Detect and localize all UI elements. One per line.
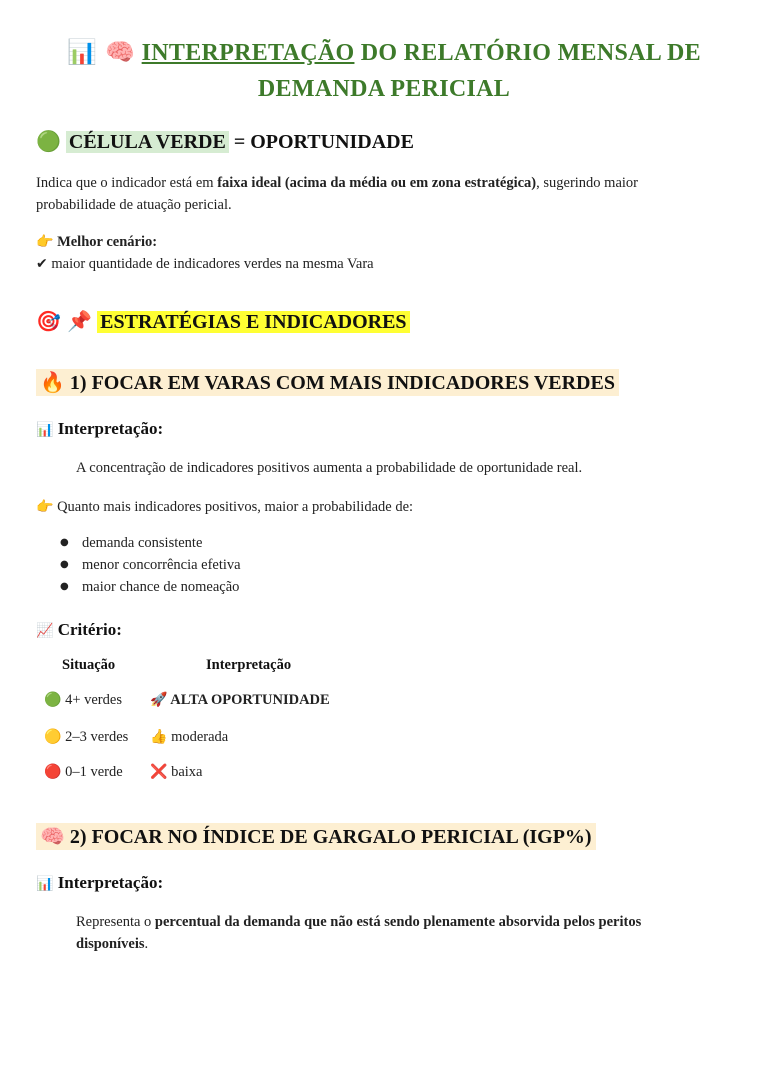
- table-row: [44, 727, 128, 747]
- strategies-label: ESTRATÉGIAS E INDICADORES: [97, 311, 409, 333]
- interpretation-label: Interpretação:: [57, 873, 164, 892]
- text-suffix: .: [144, 936, 149, 952]
- green-circle-icon: 🟢: [36, 129, 61, 153]
- thumbs-up-icon: 👍: [150, 729, 168, 745]
- green-cell-description: [36, 172, 716, 216]
- section2-heading-text: 2) FOCAR NO ÍNDICE DE GARGALO PERICIAL (IGP%): [69, 826, 592, 848]
- text-prefix: Representa o: [76, 914, 155, 930]
- fire-icon: 🔥: [40, 370, 65, 394]
- list-item: ● maior chance de nomeação: [60, 576, 241, 598]
- table-row-interpretation: [150, 762, 202, 782]
- criteria-heading: [36, 619, 122, 642]
- interpretation-label: Interpretação:: [57, 419, 164, 438]
- title-line2: DEMANDA PERICIAL: [257, 76, 511, 102]
- table-row: [44, 690, 122, 710]
- interpretation-cell: moderada: [171, 729, 229, 745]
- green-cell-rest: = OPORTUNIDADE: [228, 131, 414, 153]
- best-scenario-text: Melhor cenário:: [57, 234, 158, 250]
- table-header-interpretation: Interpretação: [206, 657, 292, 673]
- section1-heading-text: 1) FOCAR EM VARAS COM MAIS INDICADORES VERDES: [69, 372, 615, 394]
- green-cell-heading: [36, 128, 414, 155]
- desc-line2: probabilidade de atuação pericial.: [36, 197, 232, 213]
- title-underlined-word: INTERPRETAÇÃO: [141, 40, 355, 66]
- bar-chart-icon: 📊: [36, 876, 54, 892]
- situation-cell: 4+ verdes: [65, 692, 122, 708]
- list-item: ● menor concorrência efetiva: [60, 554, 241, 576]
- pointing-hand-icon: 👉: [36, 499, 54, 515]
- pointing-hand-icon: 👉: [36, 234, 54, 250]
- check-icon: ✔: [36, 256, 48, 272]
- desc-suffix: , sugerindo maior: [536, 175, 639, 191]
- title-line1-rest: DO RELATÓRIO MENSAL DE: [354, 40, 701, 66]
- section1-interpretation-text: A concentração de indicadores positivos aumenta a probabilidade de oportunidade real.: [76, 460, 583, 476]
- brain-icon: 🧠: [40, 824, 65, 848]
- rocket-icon: 🚀: [150, 692, 168, 708]
- list-item: ● demanda consistente: [60, 532, 241, 554]
- table-header-situation: Situação: [62, 657, 116, 673]
- target-and-pin-icon: 🎯 📌: [36, 309, 93, 333]
- green-cell-label: CÉLULA VERDE: [66, 131, 229, 153]
- best-scenario-item-text: maior quantidade de indicadores verdes na mesma Vara: [51, 256, 374, 272]
- trend-chart-icon: 📈: [36, 623, 54, 639]
- section1-interpretation-heading: [36, 418, 163, 441]
- text-bold-line2: disponíveis: [76, 936, 145, 952]
- section1-heading: [36, 369, 619, 396]
- section1-bullet-list: [60, 532, 241, 598]
- best-scenario-label: [36, 231, 716, 253]
- document-title: [40, 34, 728, 107]
- red-circle-icon: 🔴: [44, 764, 62, 780]
- interpretation-cell: ALTA OPORTUNIDADE: [170, 692, 330, 708]
- desc-bold: faixa ideal (acima da média ou em zona estratégica): [217, 175, 537, 191]
- table-row-interpretation: [150, 690, 330, 710]
- bar-chart-icon: 📊: [36, 422, 54, 438]
- criteria-label: Critério:: [57, 620, 122, 639]
- section2-interpretation-heading: [36, 872, 163, 895]
- situation-cell: 0–1 verde: [65, 764, 123, 780]
- green-circle-icon: 🟢: [44, 692, 62, 708]
- interpretation-cell: baixa: [171, 764, 203, 780]
- desc-prefix: Indica que o indicador está em: [36, 175, 218, 191]
- pointer-text: Quanto mais indicadores positivos, maior a probabilidade de:: [57, 499, 414, 515]
- yellow-circle-icon: 🟡: [44, 729, 62, 745]
- table-row: [44, 762, 123, 782]
- section1-pointer-line: [36, 496, 716, 518]
- situation-cell: 2–3 verdes: [65, 729, 129, 745]
- table-row-interpretation: [150, 727, 228, 747]
- best-scenario-item: [36, 253, 716, 275]
- cross-mark-icon: ❌: [150, 764, 168, 780]
- section2-text: [76, 911, 716, 955]
- section2-heading: [36, 823, 596, 850]
- chart-and-brain-icon: 📊 🧠: [67, 38, 136, 66]
- strategies-heading: [36, 308, 410, 335]
- text-bold: percentual da demanda que não está sendo plenamente absorvida pelos peritos: [154, 914, 642, 930]
